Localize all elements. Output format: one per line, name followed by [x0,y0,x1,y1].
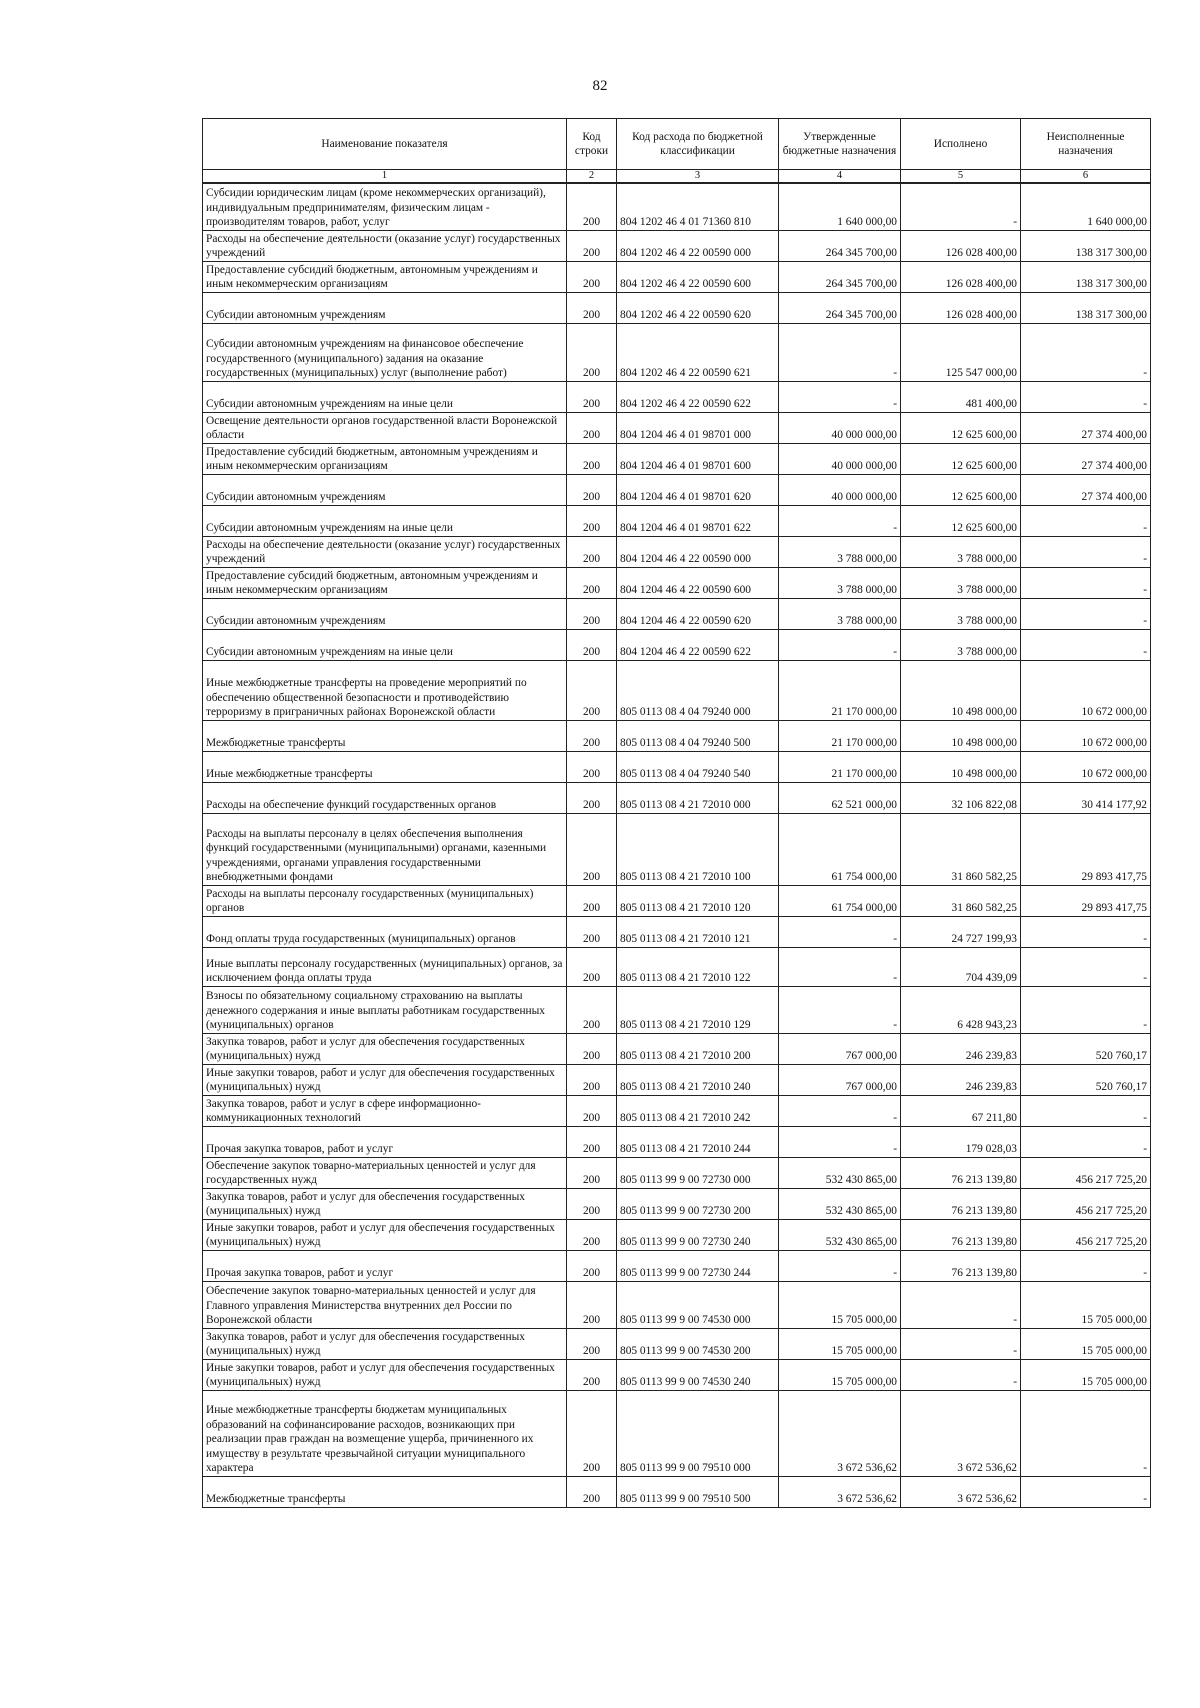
row-executed: 32 106 822,08 [901,782,1021,813]
row-executed: 3 672 536,62 [901,1476,1021,1507]
row-unexecuted: 27 374 400,00 [1021,412,1151,443]
row-line-code: 200 [567,1359,617,1390]
row-executed: 3 788 000,00 [901,536,1021,567]
row-line-code: 200 [567,567,617,598]
row-budget-code: 805 0113 99 9 00 74530 000 [617,1281,779,1328]
table-row [203,660,1151,720]
row-budget-code: 804 1204 46 4 01 98701 620 [617,474,779,505]
row-budget-code: 805 0113 99 9 00 74530 200 [617,1328,779,1359]
row-budget-code: 804 1204 46 4 22 00590 000 [617,536,779,567]
row-budget-code: 805 0113 99 9 00 72730 000 [617,1157,779,1188]
row-executed: 31 860 582,25 [901,813,1021,885]
row-name: Расходы на обеспечение деятельности (оказание услуг) государственных учреждений [203,536,567,567]
row-approved: 40 000 000,00 [779,443,901,474]
row-line-code: 200 [567,1064,617,1095]
row-budget-code: 804 1204 46 4 01 98701 000 [617,412,779,443]
row-budget-code: 805 0113 08 4 21 72010 242 [617,1095,779,1126]
row-budget-code: 804 1202 46 4 22 00590 000 [617,230,779,261]
row-line-code: 200 [567,813,617,885]
row-budget-code: 805 0113 08 4 21 72010 240 [617,1064,779,1095]
table-row [203,323,1151,381]
row-name: Иные выплаты персоналу государственных (муниципальных) органов, за исключением фонда оплаты труда [203,947,567,986]
row-executed: 126 028 400,00 [901,261,1021,292]
row-budget-code: 804 1204 46 4 22 00590 620 [617,598,779,629]
row-approved: 1 640 000,00 [779,183,901,230]
row-approved: 3 788 000,00 [779,598,901,629]
row-name: Расходы на выплаты персоналу государственных (муниципальных) органов [203,885,567,916]
row-line-code: 200 [567,751,617,782]
row-executed: 67 211,80 [901,1095,1021,1126]
table-row [203,1033,1151,1064]
row-line-code: 200 [567,1033,617,1064]
row-unexecuted: 10 672 000,00 [1021,660,1151,720]
row-executed: 246 239,83 [901,1033,1021,1064]
row-executed: 10 498 000,00 [901,720,1021,751]
row-executed: 31 860 582,25 [901,885,1021,916]
budget-execution-table [202,118,1151,1508]
row-approved: 40 000 000,00 [779,474,901,505]
row-approved: 767 000,00 [779,1033,901,1064]
row-executed: - [901,1328,1021,1359]
row-name: Иные закупки товаров, работ и услуг для обеспечения государственных (муниципальных) нужд [203,1219,567,1250]
row-unexecuted: - [1021,1095,1151,1126]
row-budget-code: 804 1202 46 4 22 00590 600 [617,261,779,292]
table-row [203,813,1151,885]
row-name: Обеспечение закупок товарно-материальных ценностей и услуг для Главного управления Министерства внутренних дел России по Воронежской области [203,1281,567,1328]
row-approved: 62 521 000,00 [779,782,901,813]
row-line-code: 200 [567,1188,617,1219]
row-approved: - [779,629,901,660]
row-unexecuted: 27 374 400,00 [1021,443,1151,474]
row-line-code: 200 [567,660,617,720]
row-budget-code: 805 0113 08 4 04 79240 000 [617,660,779,720]
table-row [203,1126,1151,1157]
row-unexecuted: 29 893 417,75 [1021,885,1151,916]
row-executed: 179 028,03 [901,1126,1021,1157]
row-budget-code: 804 1202 46 4 01 71360 810 [617,183,779,230]
row-approved: - [779,1126,901,1157]
row-line-code: 200 [567,986,617,1033]
table-row [203,1064,1151,1095]
row-unexecuted: 10 672 000,00 [1021,751,1151,782]
column-number: 2 [567,170,617,184]
table-row [203,1095,1151,1126]
column-number: 1 [203,170,567,184]
row-budget-code: 805 0113 08 4 04 79240 540 [617,751,779,782]
row-executed: 10 498 000,00 [901,660,1021,720]
row-budget-code: 804 1202 46 4 22 00590 621 [617,323,779,381]
row-budget-code: 805 0113 08 4 21 72010 121 [617,916,779,947]
row-approved: 3 788 000,00 [779,567,901,598]
row-approved: 264 345 700,00 [779,292,901,323]
row-line-code: 200 [567,885,617,916]
row-budget-code: 805 0113 08 4 21 72010 200 [617,1033,779,1064]
row-budget-code: 804 1204 46 4 01 98701 622 [617,505,779,536]
row-budget-code: 804 1204 46 4 22 00590 600 [617,567,779,598]
row-unexecuted: 30 414 177,92 [1021,782,1151,813]
table-row [203,885,1151,916]
row-name: Иные закупки товаров, работ и услуг для обеспечения государственных (муниципальных) нужд [203,1064,567,1095]
row-budget-code: 805 0113 99 9 00 74530 240 [617,1359,779,1390]
row-budget-code: 805 0113 08 4 21 72010 120 [617,885,779,916]
row-approved: 40 000 000,00 [779,412,901,443]
row-approved: - [779,381,901,412]
row-name: Расходы на обеспечение деятельности (оказание услуг) государственных учреждений [203,230,567,261]
row-executed: 3 788 000,00 [901,598,1021,629]
row-budget-code: 805 0113 08 4 21 72010 100 [617,813,779,885]
row-line-code: 200 [567,629,617,660]
row-line-code: 200 [567,323,617,381]
row-approved: 3 672 536,62 [779,1476,901,1507]
row-name: Освещение деятельности органов государственной власти Воронежской области [203,412,567,443]
row-executed: 3 672 536,62 [901,1390,1021,1476]
row-line-code: 200 [567,1476,617,1507]
row-name: Субсидии автономным учреждениям [203,292,567,323]
table-row [203,629,1151,660]
row-approved: - [779,323,901,381]
row-budget-code: 805 0113 08 4 21 72010 244 [617,1126,779,1157]
row-line-code: 200 [567,183,617,230]
row-approved: 15 705 000,00 [779,1281,901,1328]
row-executed: 3 788 000,00 [901,567,1021,598]
header-approved: Утвержденные бюджетные назначения [779,119,901,170]
row-name: Субсидии юридическим лицам (кроме некоммерческих организаций), индивидуальным предпринимателям, физическим лицам - производителям товаров, работ, услуг [203,183,567,230]
row-name: Закупка товаров, работ и услуг для обеспечения государственных (муниципальных) нужд [203,1328,567,1359]
row-budget-code: 804 1202 46 4 22 00590 620 [617,292,779,323]
column-number: 6 [1021,170,1151,184]
row-unexecuted: - [1021,323,1151,381]
row-name: Прочая закупка товаров, работ и услуг [203,1250,567,1281]
row-approved: 15 705 000,00 [779,1328,901,1359]
row-line-code: 200 [567,1095,617,1126]
row-name: Расходы на выплаты персоналу в целях обеспечения выполнения функций государственными (муниципальными) органами, казенными учреждениями, органами управления государственными внебюджетными фондами [203,813,567,885]
header-line-code: Код строки [567,119,617,170]
header-budget-code: Код расхода по бюджетной классификации [617,119,779,170]
row-approved: 767 000,00 [779,1064,901,1095]
row-line-code: 200 [567,412,617,443]
table-row [203,1476,1151,1507]
row-unexecuted: - [1021,947,1151,986]
row-line-code: 200 [567,1126,617,1157]
row-name: Субсидии автономным учреждениям [203,474,567,505]
row-executed: 126 028 400,00 [901,230,1021,261]
row-approved: 264 345 700,00 [779,261,901,292]
table-row [203,1390,1151,1476]
row-line-code: 200 [567,1328,617,1359]
row-name: Фонд оплаты труда государственных (муниципальных) органов [203,916,567,947]
row-name: Расходы на обеспечение функций государственных органов [203,782,567,813]
table-body [203,183,1151,1507]
row-approved: - [779,986,901,1033]
row-approved: 61 754 000,00 [779,885,901,916]
table-row [203,261,1151,292]
row-name: Межбюджетные трансферты [203,1476,567,1507]
row-budget-code: 805 0113 08 4 21 72010 122 [617,947,779,986]
row-budget-code: 805 0113 99 9 00 72730 200 [617,1188,779,1219]
row-unexecuted: 520 760,17 [1021,1064,1151,1095]
column-number: 3 [617,170,779,184]
table-row [203,1188,1151,1219]
row-approved: 61 754 000,00 [779,813,901,885]
row-name: Закупка товаров, работ и услуг для обеспечения государственных (муниципальных) нужд [203,1033,567,1064]
row-executed: 6 428 943,23 [901,986,1021,1033]
row-executed: 12 625 600,00 [901,474,1021,505]
table-row [203,782,1151,813]
row-budget-code: 804 1202 46 4 22 00590 622 [617,381,779,412]
row-unexecuted: 520 760,17 [1021,1033,1151,1064]
row-name: Прочая закупка товаров, работ и услуг [203,1126,567,1157]
table-row [203,381,1151,412]
row-unexecuted: - [1021,986,1151,1033]
row-approved: - [779,505,901,536]
row-name: Субсидии автономным учреждениям на иные цели [203,629,567,660]
row-name: Закупка товаров, работ и услуг для обеспечения государственных (муниципальных) нужд [203,1188,567,1219]
page-number: 82 [592,78,608,94]
row-approved: - [779,916,901,947]
row-unexecuted: 15 705 000,00 [1021,1328,1151,1359]
row-executed: 12 625 600,00 [901,505,1021,536]
row-budget-code: 805 0113 99 9 00 79510 500 [617,1476,779,1507]
row-executed: - [901,1359,1021,1390]
table-row [203,1157,1151,1188]
row-executed: - [901,1281,1021,1328]
table-row [203,1219,1151,1250]
row-name: Закупка товаров, работ и услуг в сфере информационно-коммуникационных технологий [203,1095,567,1126]
row-name: Межбюджетные трансферты [203,720,567,751]
row-approved: 21 170 000,00 [779,720,901,751]
row-approved: 532 430 865,00 [779,1219,901,1250]
row-name: Субсидии автономным учреждениям на иные цели [203,505,567,536]
row-line-code: 200 [567,1157,617,1188]
row-executed: 76 213 139,80 [901,1250,1021,1281]
row-executed: 76 213 139,80 [901,1188,1021,1219]
row-line-code: 200 [567,505,617,536]
row-approved: - [779,1095,901,1126]
row-unexecuted: 138 317 300,00 [1021,261,1151,292]
table-row [203,230,1151,261]
row-executed: 704 439,09 [901,947,1021,986]
row-executed: 246 239,83 [901,1064,1021,1095]
row-unexecuted: 456 217 725,20 [1021,1219,1151,1250]
row-budget-code: 804 1204 46 4 01 98701 600 [617,443,779,474]
row-executed: 10 498 000,00 [901,751,1021,782]
table-row [203,598,1151,629]
column-number: 5 [901,170,1021,184]
row-name: Иные межбюджетные трансферты бюджетам муниципальных образований на софинансирование расходов, возникающих при реализации прав граждан на возмещение ущерба, причиненного их имуществу в результате чрезвычайной ситуации муниципального характера [203,1390,567,1476]
row-executed: 481 400,00 [901,381,1021,412]
row-line-code: 200 [567,1281,617,1328]
row-executed: - [901,183,1021,230]
table-row [203,751,1151,782]
row-unexecuted: 29 893 417,75 [1021,813,1151,885]
column-number: 4 [779,170,901,184]
row-approved: 264 345 700,00 [779,230,901,261]
table-row [203,292,1151,323]
table-row [203,474,1151,505]
row-line-code: 200 [567,916,617,947]
header-executed: Исполнено [901,119,1021,170]
table-row [203,567,1151,598]
row-unexecuted: - [1021,536,1151,567]
row-line-code: 200 [567,443,617,474]
row-unexecuted: 10 672 000,00 [1021,720,1151,751]
row-approved: - [779,1250,901,1281]
table-row [203,986,1151,1033]
row-executed: 76 213 139,80 [901,1219,1021,1250]
table-row [203,916,1151,947]
row-name: Обеспечение закупок товарно-материальных ценностей и услуг для государственных нужд [203,1157,567,1188]
row-line-code: 200 [567,1250,617,1281]
row-executed: 125 547 000,00 [901,323,1021,381]
row-line-code: 200 [567,292,617,323]
table-row [203,1281,1151,1328]
row-unexecuted: - [1021,1390,1151,1476]
row-budget-code: 805 0113 99 9 00 72730 240 [617,1219,779,1250]
table-row [203,947,1151,986]
row-approved: 3 788 000,00 [779,536,901,567]
row-approved: 21 170 000,00 [779,660,901,720]
row-budget-code: 805 0113 08 4 21 72010 129 [617,986,779,1033]
row-name: Иные межбюджетные трансферты [203,751,567,782]
row-name: Взносы по обязательному социальному страхованию на выплаты денежного содержания и иные выплаты работникам государственных (муниципальных) органов [203,986,567,1033]
row-unexecuted: - [1021,916,1151,947]
row-line-code: 200 [567,1219,617,1250]
row-name: Субсидии автономным учреждениям на иные цели [203,381,567,412]
row-line-code: 200 [567,381,617,412]
row-line-code: 200 [567,598,617,629]
row-unexecuted: 138 317 300,00 [1021,292,1151,323]
row-unexecuted: 27 374 400,00 [1021,474,1151,505]
table-row [203,183,1151,230]
row-unexecuted: 15 705 000,00 [1021,1281,1151,1328]
row-budget-code: 804 1204 46 4 22 00590 622 [617,629,779,660]
row-approved: 15 705 000,00 [779,1359,901,1390]
row-unexecuted: 15 705 000,00 [1021,1359,1151,1390]
row-unexecuted: 1 640 000,00 [1021,183,1151,230]
row-approved: 532 430 865,00 [779,1157,901,1188]
row-unexecuted: - [1021,1476,1151,1507]
row-unexecuted: 138 317 300,00 [1021,230,1151,261]
row-line-code: 200 [567,1390,617,1476]
row-line-code: 200 [567,230,617,261]
header-name: Наименование показателя [203,119,567,170]
row-executed: 3 788 000,00 [901,629,1021,660]
row-line-code: 200 [567,474,617,505]
row-name: Иные закупки товаров, работ и услуг для обеспечения государственных (муниципальных) нужд [203,1359,567,1390]
row-name: Предоставление субсидий бюджетным, автономным учреждениям и иным некоммерческим организациям [203,261,567,292]
row-unexecuted: - [1021,1250,1151,1281]
row-executed: 126 028 400,00 [901,292,1021,323]
row-line-code: 200 [567,782,617,813]
row-line-code: 200 [567,261,617,292]
row-unexecuted: 456 217 725,20 [1021,1188,1151,1219]
row-budget-code: 805 0113 08 4 04 79240 500 [617,720,779,751]
row-budget-code: 805 0113 99 9 00 79510 000 [617,1390,779,1476]
table-row [203,1359,1151,1390]
row-unexecuted: - [1021,629,1151,660]
row-unexecuted: - [1021,505,1151,536]
row-approved: - [779,947,901,986]
row-name: Субсидии автономным учреждениям на финансовое обеспечение государственного (муниципального) задания на оказание государственных (муниципальных) услуг (выполнение работ) [203,323,567,381]
table-row [203,505,1151,536]
row-line-code: 200 [567,720,617,751]
row-name: Предоставление субсидий бюджетным, автономным учреждениям и иным некоммерческим организациям [203,443,567,474]
table-row [203,443,1151,474]
row-name: Предоставление субсидий бюджетным, автономным учреждениям и иным некоммерческим организациям [203,567,567,598]
row-name: Субсидии автономным учреждениям [203,598,567,629]
table-row [203,1250,1151,1281]
table-row [203,1328,1151,1359]
row-line-code: 200 [567,536,617,567]
row-unexecuted: - [1021,567,1151,598]
row-unexecuted: - [1021,381,1151,412]
row-approved: 21 170 000,00 [779,751,901,782]
row-unexecuted: - [1021,598,1151,629]
table-row [203,720,1151,751]
row-unexecuted: - [1021,1126,1151,1157]
table-row [203,412,1151,443]
row-line-code: 200 [567,947,617,986]
row-executed: 76 213 139,80 [901,1157,1021,1188]
header-unexecuted: Неисполненные назначения [1021,119,1151,170]
row-budget-code: 805 0113 08 4 21 72010 000 [617,782,779,813]
table-row [203,536,1151,567]
row-executed: 24 727 199,93 [901,916,1021,947]
row-executed: 12 625 600,00 [901,412,1021,443]
row-approved: 3 672 536,62 [779,1390,901,1476]
row-unexecuted: 456 217 725,20 [1021,1157,1151,1188]
row-budget-code: 805 0113 99 9 00 72730 244 [617,1250,779,1281]
row-approved: 532 430 865,00 [779,1188,901,1219]
row-name: Иные межбюджетные трансферты на проведение мероприятий по обеспечению общественной безопасности и противодействию терроризму в приграничных районах Воронежской области [203,660,567,720]
row-executed: 12 625 600,00 [901,443,1021,474]
